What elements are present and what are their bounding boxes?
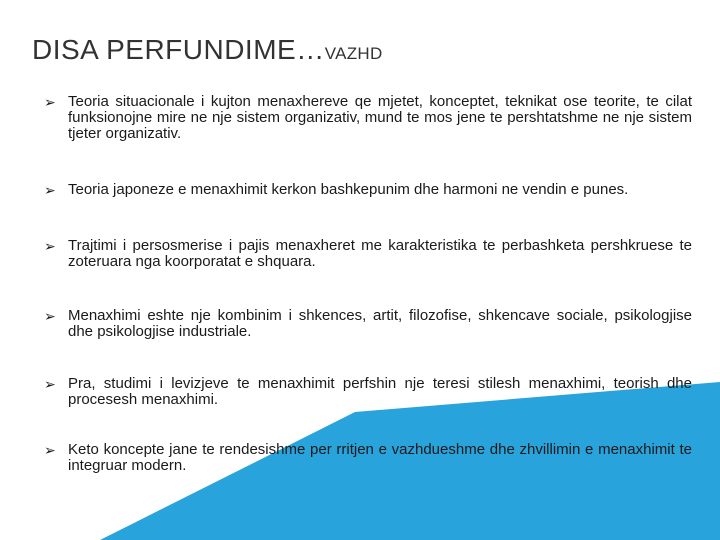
bullet-text: Menaxhimi eshte nje kombinim i shkences, artit, filozofise, shkencave sociale, psikologjise dhe psikologjise industriale. bbox=[68, 307, 692, 340]
bullet-text: Trajtimi i persosmerise i pajis menaxheret me karakteristika te perbashketa pershkruese te zoteruara nga koorporatat e shquara. bbox=[68, 237, 692, 270]
arrow-bullet-icon: ➢ bbox=[44, 442, 56, 458]
title-main: DISA PERFUNDIME… bbox=[32, 34, 325, 65]
bullet-item bbox=[44, 238, 692, 270]
arrow-bullet-icon: ➢ bbox=[44, 182, 56, 198]
bullet-text: Teoria situacionale i kujton menaxhereve qe mjetet, konceptet, teknikat ose teorite, te cilat funksionojne mire ne nje sistem organizativ, mund te mos jene te pershtatshme ne nje sistem tjeter organizativ. bbox=[68, 93, 692, 142]
bullet-text: Keto koncepte jane te rendesishme per rritjen e vazhdueshme dhe zhvillimin e menaxhimit te integruar modern. bbox=[68, 441, 692, 474]
bullet-item bbox=[44, 308, 692, 340]
bullet-text: Pra, studimi i levizjeve te menaxhimit perfshin nje teresi stilesh menaxhimi, teorish dhe procesesh menaxhimi. bbox=[68, 375, 692, 408]
bullet-item bbox=[44, 376, 692, 408]
title-suffix: VAZHD bbox=[324, 44, 383, 63]
bullet-item bbox=[44, 442, 692, 474]
bullet-text: Teoria japoneze e menaxhimit kerkon bashkepunim dhe harmoni ne vendin e punes. bbox=[68, 181, 629, 198]
bullet-list bbox=[44, 94, 692, 474]
bullet-item bbox=[44, 182, 692, 198]
bullet-item bbox=[44, 94, 692, 142]
arrow-bullet-icon: ➢ bbox=[44, 308, 56, 324]
arrow-bullet-icon: ➢ bbox=[44, 94, 56, 110]
arrow-bullet-icon: ➢ bbox=[44, 238, 56, 254]
slide-title bbox=[32, 34, 383, 66]
arrow-bullet-icon: ➢ bbox=[44, 376, 56, 392]
